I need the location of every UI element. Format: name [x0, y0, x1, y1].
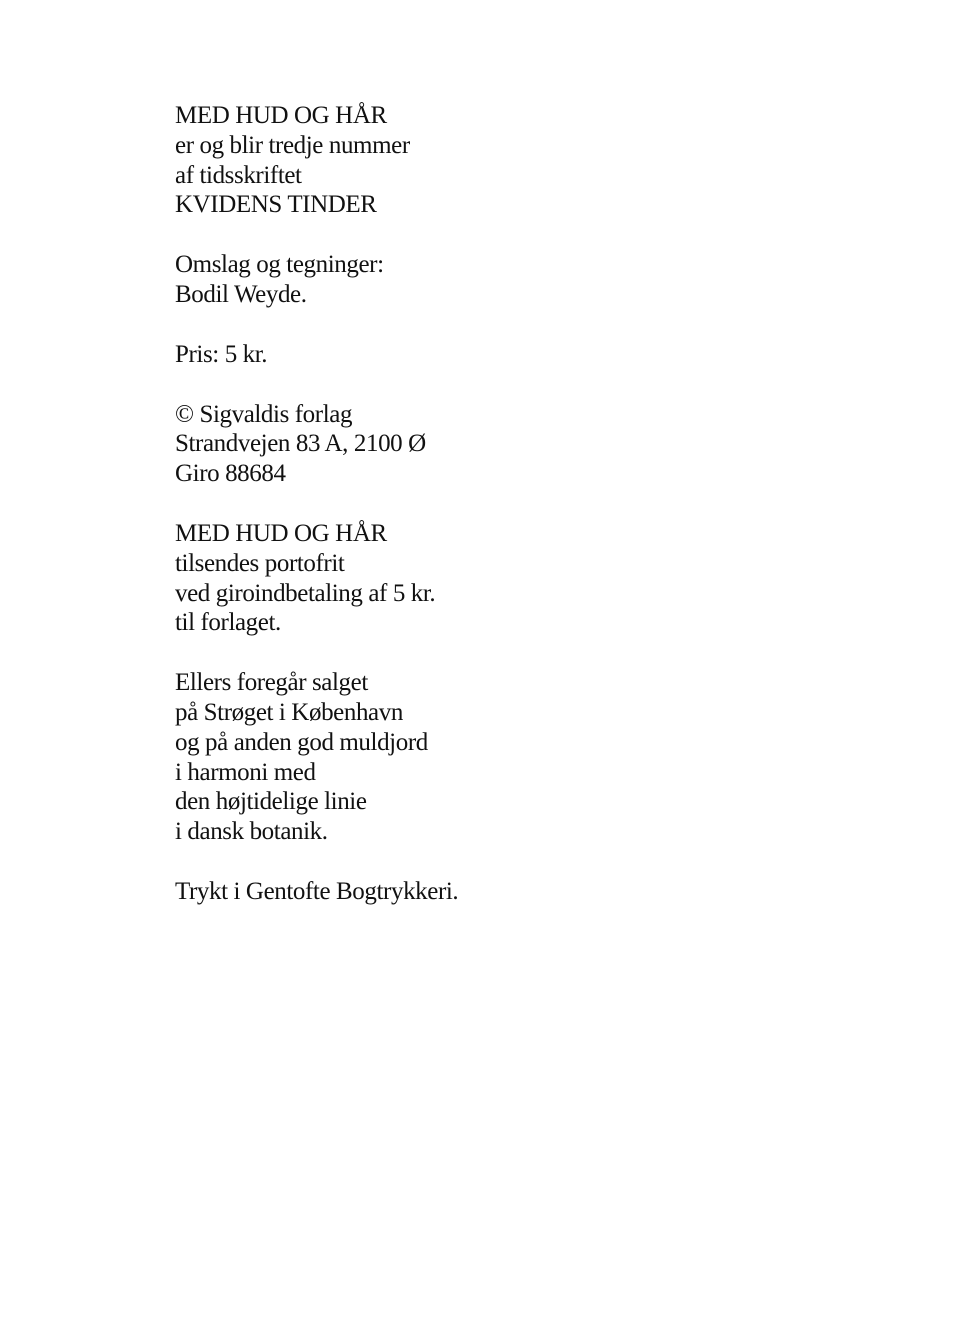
- text-line: tilsendes portofrit: [175, 549, 345, 577]
- text-line: i harmoni med: [175, 758, 316, 786]
- sales-block: [175, 668, 735, 847]
- text-line: til forlaget.: [175, 609, 281, 637]
- text-line: ved giroindbetaling af 5 kr.: [175, 579, 436, 607]
- text-line: Ellers foregår salget: [175, 669, 368, 697]
- giro-number: Giro 88684: [175, 460, 286, 488]
- ordering-block: [175, 519, 735, 638]
- printer-block: [175, 877, 735, 907]
- title-block: [175, 101, 735, 220]
- colophon-text: [175, 101, 735, 907]
- text-line: og på anden god muldjord: [175, 728, 428, 756]
- publisher-name: © Sigvaldis forlag: [175, 400, 353, 428]
- price-line: Pris: 5 kr.: [175, 340, 268, 368]
- text-line: Omslag og tegninger:: [175, 251, 384, 279]
- text-line: er og blir tredje nummer: [175, 131, 410, 159]
- illustrator-name: Bodil Weyde.: [175, 280, 307, 308]
- price-block: [175, 340, 735, 370]
- illustration-credit-block: [175, 250, 735, 310]
- text-line: i dansk botanik.: [175, 818, 328, 846]
- printer-line: Trykt i Gentofte Bogtrykkeri.: [175, 877, 459, 905]
- text-line: af tidsskriftet: [175, 161, 302, 189]
- publication-title: MED HUD OG HÅR: [175, 519, 387, 547]
- journal-name: KVIDENS TINDER: [175, 191, 377, 219]
- publication-title: MED HUD OG HÅR: [175, 102, 387, 129]
- publisher-block: [175, 400, 735, 489]
- text-line: på Strøget i København: [175, 698, 403, 726]
- publisher-address: Strandvejen 83 A, 2100 Ø: [175, 430, 426, 458]
- text-line: den højtidelige linie: [175, 788, 367, 816]
